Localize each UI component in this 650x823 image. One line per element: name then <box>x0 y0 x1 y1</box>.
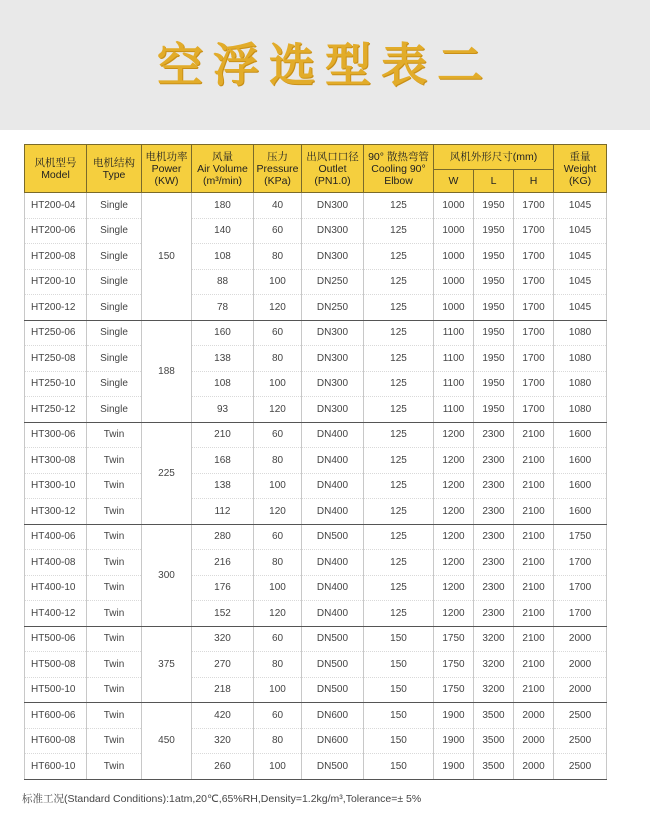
cell-type: Twin <box>87 601 142 627</box>
cell-model: HT200-08 <box>25 244 87 270</box>
table-row <box>25 575 607 601</box>
cell-air-volume: 210 <box>192 422 254 448</box>
cell-height: 2100 <box>514 473 554 499</box>
cell-pressure: 100 <box>254 575 302 601</box>
cell-pressure: 100 <box>254 473 302 499</box>
cell-height: 2100 <box>514 626 554 652</box>
cell-length: 2300 <box>474 601 514 627</box>
cell-pressure: 60 <box>254 422 302 448</box>
cell-air-volume: 88 <box>192 269 254 295</box>
cell-width: 1100 <box>434 397 474 423</box>
cell-pressure: 80 <box>254 244 302 270</box>
cell-outlet: DN400 <box>302 422 364 448</box>
cell-height: 1700 <box>514 193 554 219</box>
cell-outlet: DN300 <box>302 346 364 372</box>
cell-elbow: 125 <box>364 550 434 576</box>
cell-length: 1950 <box>474 193 514 219</box>
cell-type: Twin <box>87 703 142 729</box>
cell-pressure: 60 <box>254 626 302 652</box>
cell-length: 2300 <box>474 473 514 499</box>
cell-length: 3200 <box>474 652 514 678</box>
cell-width: 1200 <box>434 524 474 550</box>
cell-outlet: DN300 <box>302 218 364 244</box>
cell-model: HT400-06 <box>25 524 87 550</box>
cell-width: 1100 <box>434 371 474 397</box>
cell-air-volume: 218 <box>192 677 254 703</box>
cell-weight: 2000 <box>554 626 607 652</box>
cell-pressure: 40 <box>254 193 302 219</box>
cell-weight: 1600 <box>554 448 607 474</box>
cell-height: 2100 <box>514 499 554 525</box>
cell-elbow: 125 <box>364 524 434 550</box>
cell-height: 1700 <box>514 295 554 321</box>
cell-length: 2300 <box>474 422 514 448</box>
table-row <box>25 473 607 499</box>
cell-width: 1200 <box>434 601 474 627</box>
cell-length: 1950 <box>474 320 514 346</box>
cell-elbow: 125 <box>364 346 434 372</box>
cell-type: Single <box>87 269 142 295</box>
cell-height: 1700 <box>514 346 554 372</box>
cell-weight: 1045 <box>554 193 607 219</box>
cell-model: HT300-10 <box>25 473 87 499</box>
cell-outlet: DN300 <box>302 371 364 397</box>
cell-width: 1000 <box>434 218 474 244</box>
header-dimensions: 风机外形尺寸(mm) <box>434 145 554 170</box>
cell-weight: 1045 <box>554 295 607 321</box>
cell-height: 2000 <box>514 703 554 729</box>
table-row <box>25 728 607 754</box>
cell-pressure: 80 <box>254 728 302 754</box>
cell-type: Single <box>87 397 142 423</box>
header-h: H <box>514 170 554 193</box>
cell-type: Twin <box>87 575 142 601</box>
cell-outlet: DN600 <box>302 703 364 729</box>
table-row <box>25 269 607 295</box>
cell-air-volume: 138 <box>192 346 254 372</box>
cell-pressure: 80 <box>254 346 302 372</box>
cell-model: HT200-10 <box>25 269 87 295</box>
cell-pressure: 100 <box>254 371 302 397</box>
cell-power: 150 <box>142 193 192 321</box>
cell-elbow: 125 <box>364 295 434 321</box>
cell-air-volume: 180 <box>192 193 254 219</box>
cell-width: 1200 <box>434 473 474 499</box>
cell-air-volume: 320 <box>192 626 254 652</box>
header-w: W <box>434 170 474 193</box>
cell-outlet: DN400 <box>302 499 364 525</box>
cell-model: HT500-06 <box>25 626 87 652</box>
cell-weight: 1600 <box>554 422 607 448</box>
cell-pressure: 60 <box>254 703 302 729</box>
cell-outlet: DN400 <box>302 550 364 576</box>
cell-width: 1900 <box>434 754 474 780</box>
cell-elbow: 125 <box>364 244 434 270</box>
cell-model: HT250-08 <box>25 346 87 372</box>
footnote: 标准工况(Standard Conditions):1atm,20℃,65%RH,Density=1.2kg/m³,Tolerance=± 5% <box>22 793 422 805</box>
cell-outlet: DN300 <box>302 397 364 423</box>
cell-model: HT300-08 <box>25 448 87 474</box>
cell-air-volume: 108 <box>192 371 254 397</box>
cell-width: 1000 <box>434 269 474 295</box>
cell-width: 1900 <box>434 703 474 729</box>
cell-width: 1750 <box>434 652 474 678</box>
cell-pressure: 120 <box>254 295 302 321</box>
cell-pressure: 60 <box>254 218 302 244</box>
cell-width: 1750 <box>434 626 474 652</box>
cell-air-volume: 108 <box>192 244 254 270</box>
table-row <box>25 320 607 346</box>
cell-height: 1700 <box>514 371 554 397</box>
cell-weight: 1600 <box>554 499 607 525</box>
cell-weight: 1700 <box>554 575 607 601</box>
cell-type: Twin <box>87 422 142 448</box>
cell-model: HT500-08 <box>25 652 87 678</box>
cell-height: 2100 <box>514 448 554 474</box>
cell-air-volume: 260 <box>192 754 254 780</box>
cell-elbow: 125 <box>364 601 434 627</box>
header-air-volume: 风量 Air Volume (m³/min) <box>192 145 254 193</box>
cell-power: 225 <box>142 422 192 524</box>
header-power: 电机功率 Power (KW) <box>142 145 192 193</box>
cell-elbow: 125 <box>364 397 434 423</box>
header-model: 风机型号 Model <box>25 145 87 193</box>
cell-type: Twin <box>87 524 142 550</box>
cell-power: 188 <box>142 320 192 422</box>
cell-air-volume: 168 <box>192 448 254 474</box>
cell-width: 1750 <box>434 677 474 703</box>
cell-outlet: DN300 <box>302 320 364 346</box>
cell-model: HT500-10 <box>25 677 87 703</box>
table-body <box>25 193 607 780</box>
cell-model: HT200-12 <box>25 295 87 321</box>
cell-model: HT600-08 <box>25 728 87 754</box>
cell-air-volume: 93 <box>192 397 254 423</box>
cell-air-volume: 280 <box>192 524 254 550</box>
cell-elbow: 150 <box>364 754 434 780</box>
cell-elbow: 125 <box>364 371 434 397</box>
cell-power: 300 <box>142 524 192 626</box>
cell-power: 375 <box>142 626 192 703</box>
table-row <box>25 346 607 372</box>
cell-air-volume: 176 <box>192 575 254 601</box>
table-row <box>25 295 607 321</box>
table-row <box>25 626 607 652</box>
cell-pressure: 80 <box>254 652 302 678</box>
cell-height: 2100 <box>514 652 554 678</box>
selection-table-wrapper <box>24 144 606 780</box>
cell-outlet: DN500 <box>302 677 364 703</box>
cell-type: Twin <box>87 550 142 576</box>
cell-pressure: 100 <box>254 269 302 295</box>
cell-weight: 2000 <box>554 677 607 703</box>
cell-length: 2300 <box>474 550 514 576</box>
cell-length: 1950 <box>474 244 514 270</box>
cell-height: 2100 <box>514 550 554 576</box>
cell-model: HT400-08 <box>25 550 87 576</box>
header-type: 电机结构 Type <box>87 145 142 193</box>
cell-weight: 2500 <box>554 754 607 780</box>
cell-elbow: 125 <box>364 448 434 474</box>
cell-power: 450 <box>142 703 192 780</box>
cell-pressure: 60 <box>254 524 302 550</box>
cell-elbow: 125 <box>364 193 434 219</box>
cell-width: 1200 <box>434 448 474 474</box>
cell-type: Twin <box>87 728 142 754</box>
cell-elbow: 150 <box>364 652 434 678</box>
cell-type: Twin <box>87 448 142 474</box>
cell-width: 1900 <box>434 728 474 754</box>
table-row <box>25 218 607 244</box>
cell-weight: 1600 <box>554 473 607 499</box>
cell-height: 2100 <box>514 601 554 627</box>
cell-weight: 1045 <box>554 218 607 244</box>
cell-type: Twin <box>87 677 142 703</box>
table-row <box>25 652 607 678</box>
cell-width: 1000 <box>434 193 474 219</box>
cell-weight: 1080 <box>554 346 607 372</box>
cell-type: Twin <box>87 499 142 525</box>
cell-length: 3200 <box>474 677 514 703</box>
cell-height: 2100 <box>514 422 554 448</box>
cell-air-volume: 216 <box>192 550 254 576</box>
cell-height: 1700 <box>514 397 554 423</box>
cell-weight: 2000 <box>554 652 607 678</box>
cell-length: 3500 <box>474 754 514 780</box>
cell-length: 2300 <box>474 524 514 550</box>
cell-air-volume: 138 <box>192 473 254 499</box>
cell-model: HT600-06 <box>25 703 87 729</box>
cell-outlet: DN400 <box>302 575 364 601</box>
cell-width: 1200 <box>434 499 474 525</box>
cell-type: Twin <box>87 652 142 678</box>
cell-pressure: 60 <box>254 320 302 346</box>
cell-air-volume: 160 <box>192 320 254 346</box>
table-row <box>25 244 607 270</box>
table-row <box>25 754 607 780</box>
header-elbow: 90° 散热弯管 Cooling 90° Elbow <box>364 145 434 193</box>
cell-elbow: 125 <box>364 320 434 346</box>
cell-model: HT250-10 <box>25 371 87 397</box>
page-title: 空浮选型表二 <box>157 38 493 92</box>
selection-table <box>24 144 607 780</box>
header-pressure: 压力 Pressure (KPa) <box>254 145 302 193</box>
table-row <box>25 422 607 448</box>
cell-outlet: DN600 <box>302 728 364 754</box>
title-banner <box>0 0 650 130</box>
cell-elbow: 125 <box>364 575 434 601</box>
table-row <box>25 499 607 525</box>
cell-type: Single <box>87 346 142 372</box>
cell-width: 1200 <box>434 550 474 576</box>
cell-length: 2300 <box>474 575 514 601</box>
cell-weight: 1080 <box>554 397 607 423</box>
cell-outlet: DN250 <box>302 269 364 295</box>
cell-type: Single <box>87 320 142 346</box>
cell-air-volume: 140 <box>192 218 254 244</box>
cell-outlet: DN250 <box>302 295 364 321</box>
cell-weight: 1700 <box>554 550 607 576</box>
cell-outlet: DN300 <box>302 244 364 270</box>
cell-pressure: 80 <box>254 550 302 576</box>
table-row <box>25 601 607 627</box>
cell-pressure: 120 <box>254 601 302 627</box>
table-row <box>25 703 607 729</box>
cell-elbow: 150 <box>364 703 434 729</box>
cell-model: HT400-12 <box>25 601 87 627</box>
header-outlet: 出风口口径 Outlet (PN1.0) <box>302 145 364 193</box>
cell-outlet: DN500 <box>302 754 364 780</box>
cell-elbow: 125 <box>364 473 434 499</box>
cell-length: 1950 <box>474 346 514 372</box>
header-weight: 重量 Weight (KG) <box>554 145 607 193</box>
cell-type: Single <box>87 244 142 270</box>
cell-model: HT200-06 <box>25 218 87 244</box>
cell-elbow: 150 <box>364 626 434 652</box>
cell-height: 2100 <box>514 575 554 601</box>
cell-length: 1950 <box>474 269 514 295</box>
cell-elbow: 125 <box>364 422 434 448</box>
cell-type: Single <box>87 218 142 244</box>
cell-weight: 1080 <box>554 320 607 346</box>
cell-pressure: 80 <box>254 448 302 474</box>
cell-elbow: 125 <box>364 218 434 244</box>
cell-weight: 1045 <box>554 269 607 295</box>
table-row <box>25 448 607 474</box>
cell-pressure: 120 <box>254 397 302 423</box>
cell-length: 2300 <box>474 499 514 525</box>
table-row <box>25 193 607 219</box>
cell-outlet: DN400 <box>302 601 364 627</box>
cell-elbow: 125 <box>364 269 434 295</box>
cell-height: 1700 <box>514 218 554 244</box>
cell-outlet: DN500 <box>302 652 364 678</box>
cell-weight: 1750 <box>554 524 607 550</box>
cell-length: 1950 <box>474 295 514 321</box>
cell-air-volume: 320 <box>192 728 254 754</box>
cell-type: Single <box>87 193 142 219</box>
cell-weight: 1045 <box>554 244 607 270</box>
cell-model: HT300-12 <box>25 499 87 525</box>
cell-elbow: 125 <box>364 499 434 525</box>
cell-outlet: DN500 <box>302 524 364 550</box>
cell-height: 2100 <box>514 524 554 550</box>
cell-width: 1100 <box>434 320 474 346</box>
cell-air-volume: 78 <box>192 295 254 321</box>
cell-type: Single <box>87 371 142 397</box>
cell-height: 1700 <box>514 320 554 346</box>
cell-length: 1950 <box>474 218 514 244</box>
cell-air-volume: 152 <box>192 601 254 627</box>
cell-type: Twin <box>87 754 142 780</box>
cell-length: 3200 <box>474 626 514 652</box>
cell-type: Single <box>87 295 142 321</box>
cell-air-volume: 270 <box>192 652 254 678</box>
header-l: L <box>474 170 514 193</box>
table-row <box>25 550 607 576</box>
cell-model: HT250-06 <box>25 320 87 346</box>
cell-width: 1000 <box>434 295 474 321</box>
table-row <box>25 397 607 423</box>
cell-height: 1700 <box>514 269 554 295</box>
cell-length: 2300 <box>474 448 514 474</box>
cell-width: 1200 <box>434 575 474 601</box>
cell-model: HT400-10 <box>25 575 87 601</box>
cell-pressure: 120 <box>254 499 302 525</box>
table-row <box>25 524 607 550</box>
cell-height: 1700 <box>514 244 554 270</box>
cell-length: 1950 <box>474 371 514 397</box>
cell-outlet: DN300 <box>302 193 364 219</box>
cell-weight: 1080 <box>554 371 607 397</box>
cell-outlet: DN500 <box>302 626 364 652</box>
cell-model: HT600-10 <box>25 754 87 780</box>
cell-outlet: DN400 <box>302 473 364 499</box>
cell-length: 3500 <box>474 728 514 754</box>
cell-height: 2000 <box>514 728 554 754</box>
cell-air-volume: 420 <box>192 703 254 729</box>
table-row <box>25 371 607 397</box>
table-row <box>25 677 607 703</box>
cell-height: 2100 <box>514 677 554 703</box>
cell-width: 1100 <box>434 346 474 372</box>
cell-model: HT300-06 <box>25 422 87 448</box>
cell-pressure: 100 <box>254 677 302 703</box>
cell-elbow: 150 <box>364 677 434 703</box>
cell-width: 1000 <box>434 244 474 270</box>
cell-length: 3500 <box>474 703 514 729</box>
cell-weight: 1700 <box>554 601 607 627</box>
cell-height: 2000 <box>514 754 554 780</box>
cell-weight: 2500 <box>554 728 607 754</box>
cell-air-volume: 112 <box>192 499 254 525</box>
cell-outlet: DN400 <box>302 448 364 474</box>
cell-weight: 2500 <box>554 703 607 729</box>
cell-model: HT250-12 <box>25 397 87 423</box>
cell-length: 1950 <box>474 397 514 423</box>
cell-type: Twin <box>87 626 142 652</box>
cell-model: HT200-04 <box>25 193 87 219</box>
cell-elbow: 150 <box>364 728 434 754</box>
cell-width: 1200 <box>434 422 474 448</box>
cell-pressure: 100 <box>254 754 302 780</box>
cell-type: Twin <box>87 473 142 499</box>
